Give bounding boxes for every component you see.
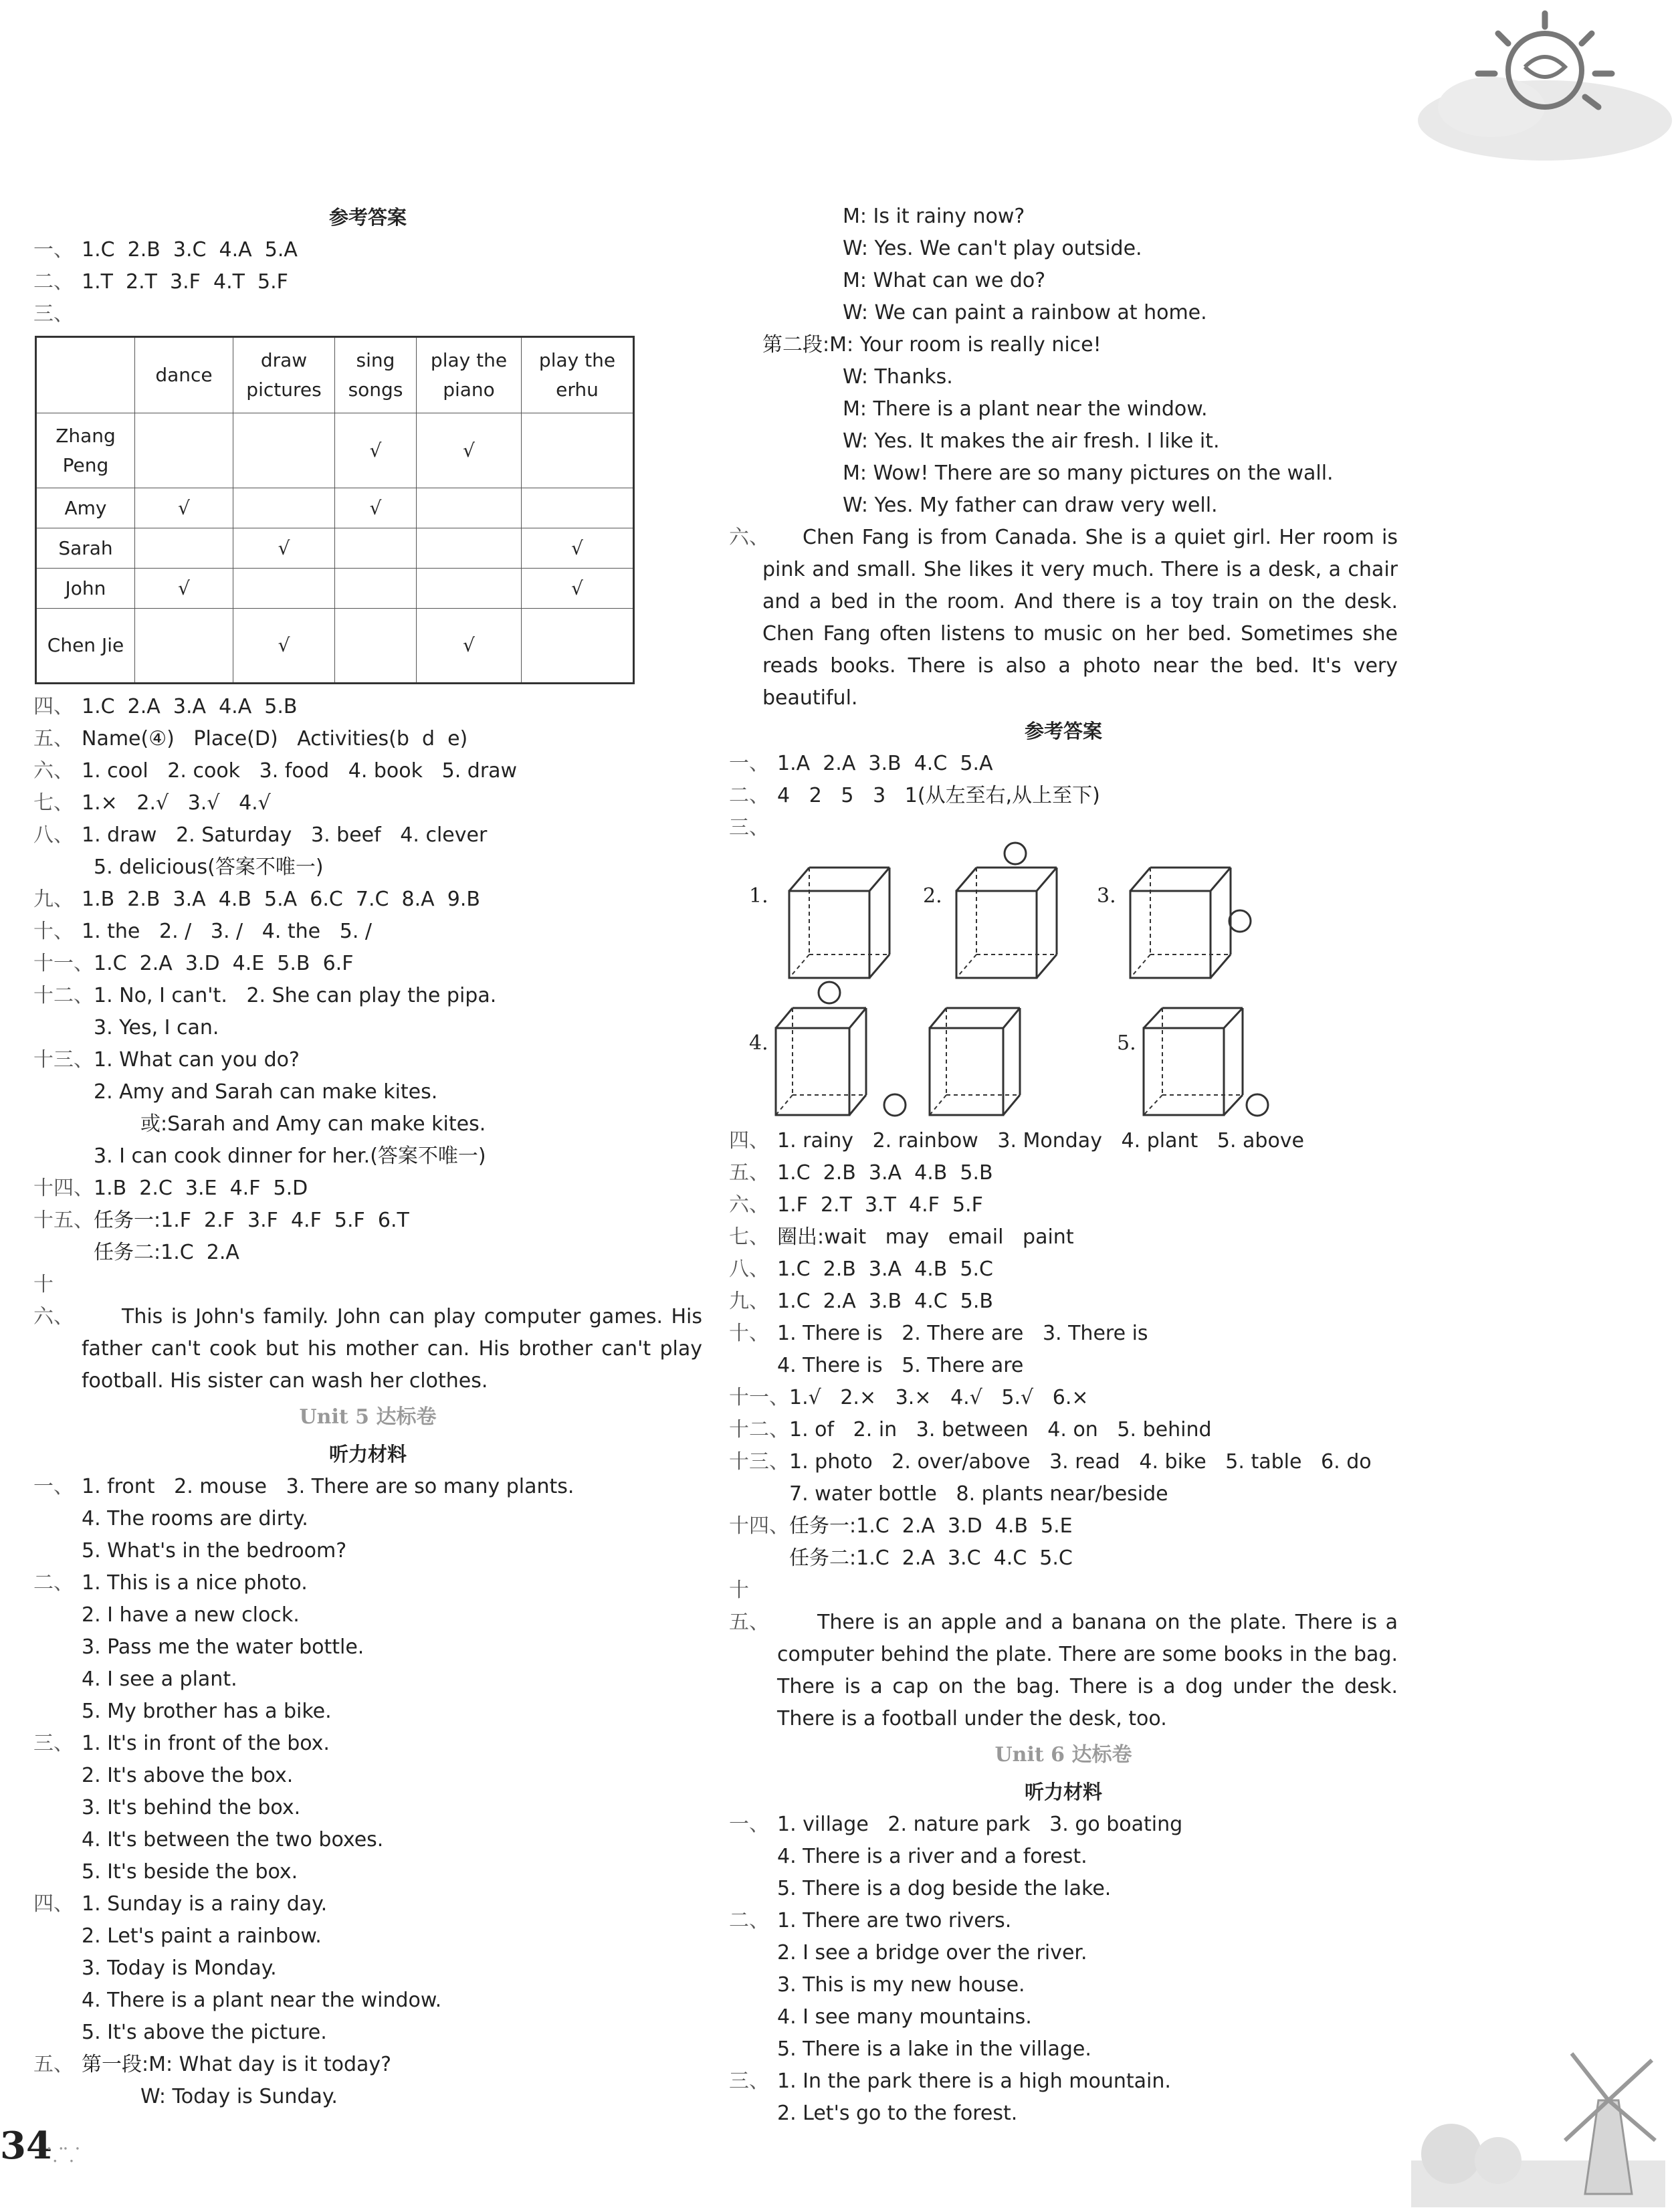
answer-line: 八、 1. draw 2. Saturday 3. beef 4. clever — [33, 823, 488, 847]
unit-title: Unit 5 达标卷 — [299, 1405, 437, 1429]
table-cell: √ — [233, 528, 335, 569]
answer-line: 十一、1.√ 2.× 3.× 4.√ 5.√ 6.× — [729, 1386, 1089, 1409]
listening-line: 2. Let's paint a rainbow. — [82, 1924, 322, 1948]
listening-line: 四、 1. Sunday is a rainy day. — [33, 1892, 328, 1916]
table-cell — [335, 569, 417, 609]
table-cell: √ — [417, 413, 522, 488]
answer-line: 一、 1.A 2.A 3.B 4.C 5.A — [729, 752, 993, 775]
row-name: Zhang Peng — [36, 413, 135, 488]
table-header: draw pictures — [233, 337, 335, 413]
answer-paragraph: 十六、 This is John's family. John can play computer games. His father can't cook but his mother can. His brother can't play football. His sister can wash her clothes. — [33, 1273, 702, 1393]
listening-line: 3. It's behind the box. — [82, 1796, 301, 1819]
table-cell: √ — [335, 488, 417, 528]
sun-cloud-illustration — [1391, 7, 1672, 174]
table-cell: √ — [417, 609, 522, 684]
dialogue-line: M: There is a plant near the window. — [843, 397, 1208, 421]
table-cell: √ — [233, 609, 335, 684]
listening-line: 三、 1. In the park there is a high mountain. — [729, 2070, 1171, 2093]
cube-drawings: 1. 2. 3. 4. 5. — [729, 844, 1398, 1125]
answer-line: 一、 1.C 2.B 3.C 4.A 5.A — [33, 238, 298, 262]
answer-line: 或:Sarah and Amy can make kites. — [140, 1112, 486, 1136]
answer-title: 参考答案 — [328, 206, 407, 229]
dialogue-line: M: Wow! There are so many pictures on the wall. — [843, 462, 1334, 485]
answer-line: 六、 1.F 2.T 3.T 4.F 5.F — [729, 1193, 983, 1217]
answer-title: 参考答案 — [1024, 720, 1102, 742]
answer-line: 二、 4 2 5 3 1(从左至右,从上至下) — [729, 784, 1100, 807]
listening-line: 5. There is a lake in the village. — [777, 2037, 1091, 2061]
listening-line: 4. There is a plant near the window. — [82, 1989, 442, 2012]
table-cell — [335, 528, 417, 569]
answer-line: 十四、1.B 2.C 3.E 4.F 5.D — [33, 1177, 308, 1200]
listening-line: 3. Pass me the water bottle. — [82, 1635, 364, 1659]
answer-paragraph: 十五、 There is an apple and a banana on the plate. There is a computer behind the plate. There are some books in the bag. There is a cap on the bag. There is a dog under the desk. There is a football under the desk, too. — [729, 1579, 1398, 1730]
answer-line: 4. There is 5. There are — [777, 1354, 1024, 1377]
row-name: John — [36, 569, 135, 609]
listening-line: W: Today is Sunday. — [140, 2085, 338, 2108]
listening-line: 4. There is a river and a forest. — [777, 1845, 1087, 1868]
windmill-illustration — [1411, 2027, 1665, 2207]
section-title: 听力材料 — [328, 1443, 407, 1466]
answer-line: 3. I can cook dinner for her.(答案不唯一) — [94, 1144, 486, 1168]
answer-line: 任务二:1.C 2.A — [94, 1241, 239, 1264]
table-cell — [233, 413, 335, 488]
left-column — [33, 201, 702, 2113]
answer-line: 三、 — [729, 816, 769, 839]
table-cell — [417, 569, 522, 609]
section-title: 听力材料 — [1024, 1781, 1102, 1803]
answer-line: 五、 Name(④) Place(D) Activities(b d e) — [33, 727, 468, 750]
answer-line: 十、 1. There is 2. There are 3. There is — [729, 1322, 1148, 1345]
table-cell — [522, 413, 634, 488]
dialogue-line: M: Is it rainy now? — [843, 205, 1025, 228]
listening-line: 4. The rooms are dirty. — [82, 1507, 308, 1530]
table-cell — [135, 528, 233, 569]
answer-line: 十二、1. of 2. in 3. between 4. on 5. behind — [729, 1418, 1212, 1441]
table-cell — [522, 609, 634, 684]
answer-line: 十一、1.C 2.A 3.D 4.E 5.B 6.F — [33, 952, 354, 975]
listening-line: 3. Today is Monday. — [82, 1956, 277, 1980]
table-header: dance — [135, 337, 233, 413]
dialogue-line: W: Yes. My father can draw very well. — [843, 494, 1218, 517]
table-header: sing songs — [335, 337, 417, 413]
answer-line: 十二、1. No, I can't. 2. She can play the pipa. — [33, 984, 497, 1007]
listening-line: 5. My brother has a bike. — [82, 1700, 332, 1723]
answer-line: 四、 1. rainy 2. rainbow 3. Monday 4. plant 5. above — [729, 1129, 1305, 1152]
answer-line: 四、 1.C 2.A 3.A 4.A 5.B — [33, 695, 298, 718]
answer-line: 十三、1. What can you do? — [33, 1048, 300, 1072]
listening-line: 二、 1. This is a nice photo. — [33, 1571, 308, 1595]
dialogue-line: W: Thanks. — [843, 365, 953, 389]
answer-line: 2. Amy and Sarah can make kites. — [94, 1080, 438, 1104]
answer-line: 二、 1.T 2.T 3.F 4.T 5.F — [33, 270, 288, 294]
answer-line: 六、 1. cool 2. cook 3. food 4. book 5. draw — [33, 759, 518, 783]
listening-line: 2. I have a new clock. — [82, 1603, 300, 1627]
answer-line: 三、 — [33, 302, 74, 326]
page-number-dots: ⸪⸪ — [47, 2144, 80, 2167]
answer-line: 十、 1. the 2. / 3. / 4. the 5. / — [33, 920, 373, 943]
answer-line: 九、 1.B 2.B 3.A 4.B 5.A 6.C 7.C 8.A 9.B — [33, 888, 480, 911]
table-cell — [522, 488, 634, 528]
table-row — [36, 609, 634, 684]
table-cell — [135, 609, 233, 684]
listening-line: 2. It's above the box. — [82, 1764, 294, 1787]
listening-line: 5. There is a dog beside the lake. — [777, 1877, 1112, 1900]
table-row — [36, 569, 634, 609]
table-header: play the erhu — [522, 337, 634, 413]
table-row — [36, 413, 634, 488]
activities-table — [35, 336, 635, 684]
table-row — [36, 488, 634, 528]
table-cell — [135, 413, 233, 488]
answer-line: 七、 1.× 2.√ 3.√ 4.√ — [33, 791, 271, 815]
row-name: Sarah — [36, 528, 135, 569]
answer-line: 十三、1. photo 2. over/above 3. read 4. bike 5. table 6. do — [729, 1450, 1372, 1474]
listening-line: 五、 第一段:M: What day is it today? — [33, 2053, 392, 2076]
listening-line: 二、 1. There are two rivers. — [729, 1909, 1012, 1932]
listening-line: 5. What's in the bedroom? — [82, 1539, 347, 1563]
answer-line: 5. delicious(答案不唯一) — [94, 856, 324, 879]
dialogue-line: W: Yes. We can't play outside. — [843, 237, 1142, 260]
listening-line: 4. I see many mountains. — [777, 2005, 1032, 2029]
dialogue-line: 第二段:M: Your room is really nice! — [762, 333, 1102, 357]
listening-line: 4. It's between the two boxes. — [82, 1828, 384, 1851]
table-cell: √ — [135, 569, 233, 609]
listening-line: 5. It's beside the box. — [82, 1860, 298, 1884]
listening-line: 2. Let's go to the forest. — [777, 2102, 1018, 2125]
answer-line: 九、 1.C 2.A 3.B 4.C 5.B — [729, 1290, 993, 1313]
table-cell — [335, 609, 417, 684]
table-cell: √ — [135, 488, 233, 528]
row-name: Amy — [36, 488, 135, 528]
answer-line: 八、 1.C 2.B 3.A 4.B 5.C — [729, 1258, 993, 1281]
right-column — [729, 201, 1398, 2130]
table-cell — [417, 488, 522, 528]
dialogue-line: W: We can paint a rainbow at home. — [843, 301, 1207, 324]
listening-line: 2. I see a bridge over the river. — [777, 1941, 1087, 1965]
listening-line: 一、 1. village 2. nature park 3. go boating — [729, 1813, 1183, 1836]
dialogue-line: W: Yes. It makes the air fresh. I like it. — [843, 429, 1220, 453]
passage-paragraph: 六、 Chen Fang is from Canada. She is a quiet girl. Her room is pink and small. She likes it very much. There is a desk, a chair and a bed in the room. And there is a toy train on the desk. Chen Fang often listens to music on her bed. Sometimes she reads books. There is also a photo near the bed. It's very beautiful. — [729, 526, 1398, 710]
answer-line: 五、 1.C 2.B 3.A 4.B 5.B — [729, 1161, 993, 1185]
table-cell — [417, 528, 522, 569]
table-row — [36, 528, 634, 569]
listening-line: 5. It's above the picture. — [82, 2021, 327, 2044]
listening-line: 4. I see a plant. — [82, 1668, 237, 1691]
page-number: 34 — [0, 2124, 52, 2168]
table-header: play the piano — [417, 337, 522, 413]
unit-title: Unit 6 达标卷 — [994, 1743, 1132, 1767]
table-cell — [233, 569, 335, 609]
listening-line: 3. This is my new house. — [777, 1973, 1025, 1997]
row-name: Chen Jie — [36, 609, 135, 684]
listening-line: 一、 1. front 2. mouse 3. There are so many plants. — [33, 1475, 574, 1498]
table-cell: √ — [335, 413, 417, 488]
answer-line: 十五、任务一:1.F 2.F 3.F 4.F 5.F 6.T — [33, 1209, 409, 1232]
answer-line: 7. water bottle 8. plants near/beside — [789, 1482, 1168, 1506]
listening-line: 三、 1. It's in front of the box. — [33, 1732, 330, 1755]
table-header-row — [36, 337, 634, 413]
table-cell — [233, 488, 335, 528]
table-cell: √ — [522, 528, 634, 569]
dialogue-line: M: What can we do? — [843, 269, 1046, 292]
answer-line: 3. Yes, I can. — [94, 1016, 219, 1039]
answer-line: 十四、任务一:1.C 2.A 3.D 4.B 5.E — [729, 1514, 1073, 1538]
table-cell: √ — [522, 569, 634, 609]
answer-line: 任务二:1.C 2.A 3.C 4.C 5.C — [789, 1546, 1073, 1570]
answer-line: 七、 圈出:wait may email paint — [729, 1225, 1074, 1249]
